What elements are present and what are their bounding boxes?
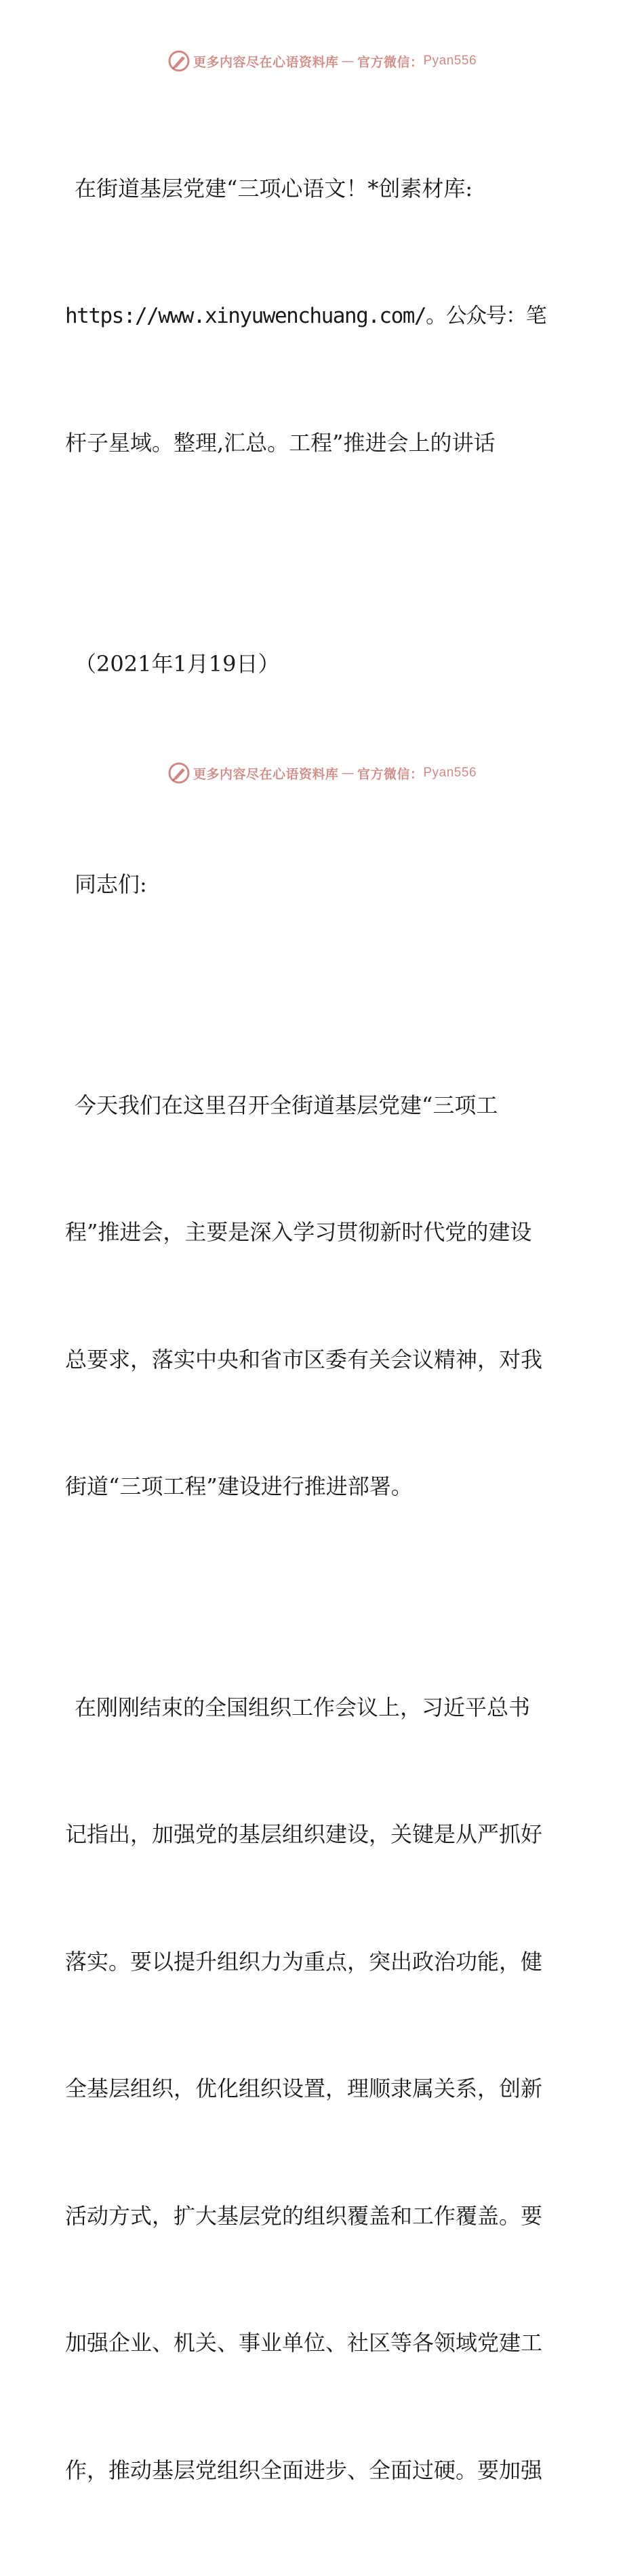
paragraph-line: 街道“三项工程”建设进行推进部署。 — [65, 1465, 580, 1508]
paragraph-line: 程”推进会，主要是深入学习贯彻新时代党的建设 — [65, 1211, 580, 1254]
watermark-text: 更多内容尽在心语资料库 — [193, 764, 339, 782]
watermark-wechat-id: Pyan556 — [424, 54, 477, 68]
watermark-footer — [0, 761, 644, 785]
date-text: （2021年1月19日） — [65, 643, 580, 686]
watermark-wechat-id: Pyan556 — [424, 766, 477, 780]
paragraph-line: 记指出，加强党的基层组织建设，关键是从严抓好 — [65, 1813, 580, 1856]
paragraph-1 — [65, 999, 580, 1593]
paragraph-line: 总要求，落实中央和省市区委有关会议精神，对我 — [65, 1339, 580, 1381]
paragraph-line: 加强企业、机关、事业单位、社区等各领域党建工 — [65, 2322, 580, 2364]
watermark-header — [0, 49, 644, 73]
watermark-wechat-label: 官方微信： — [357, 764, 424, 782]
title-line: 在街道基层党建“三项心语文！*创素材库: — [65, 167, 580, 210]
title-block — [65, 83, 580, 549]
title-line: 杆子星域。整理,汇总。工程”推进会上的讲话 — [65, 422, 580, 464]
paragraph-2 — [65, 1602, 580, 2576]
pen-logo-icon — [167, 49, 190, 73]
paragraph-line: 作，推动基层党组织全面进步、全面过硬。要加强 — [65, 2449, 580, 2492]
document-page — [0, 0, 644, 834]
paragraph-line: 今天我们在这里召开全街道基层党建“三项工 — [65, 1084, 580, 1127]
salutation-text: 同志们: — [65, 863, 580, 906]
watermark-dash: — — [341, 766, 355, 780]
watermark-wechat-label: 官方微信： — [357, 52, 424, 71]
paragraph-line: 落实。要以提升组织力为重点，突出政治功能，健 — [65, 1941, 580, 1983]
document-body — [65, 83, 580, 2576]
date-line — [65, 558, 580, 770]
paragraph-line: 在刚刚结束的全国组织工作会议上，习近平总书 — [65, 1686, 580, 1729]
paragraph-line: 全基层组织，优化组织设置，理顺隶属关系，创新 — [65, 2067, 580, 2110]
salutation — [65, 778, 580, 991]
watermark-text: 更多内容尽在心语资料库 — [193, 52, 339, 71]
pen-logo-icon — [167, 761, 190, 785]
title-line-url: https://www.xinyuwenchuang.com/。公众号：笔 — [65, 295, 580, 338]
paragraph-line: 活动方式，扩大基层党的组织覆盖和工作覆盖。要 — [65, 2195, 580, 2238]
watermark-dash: — — [341, 54, 355, 68]
